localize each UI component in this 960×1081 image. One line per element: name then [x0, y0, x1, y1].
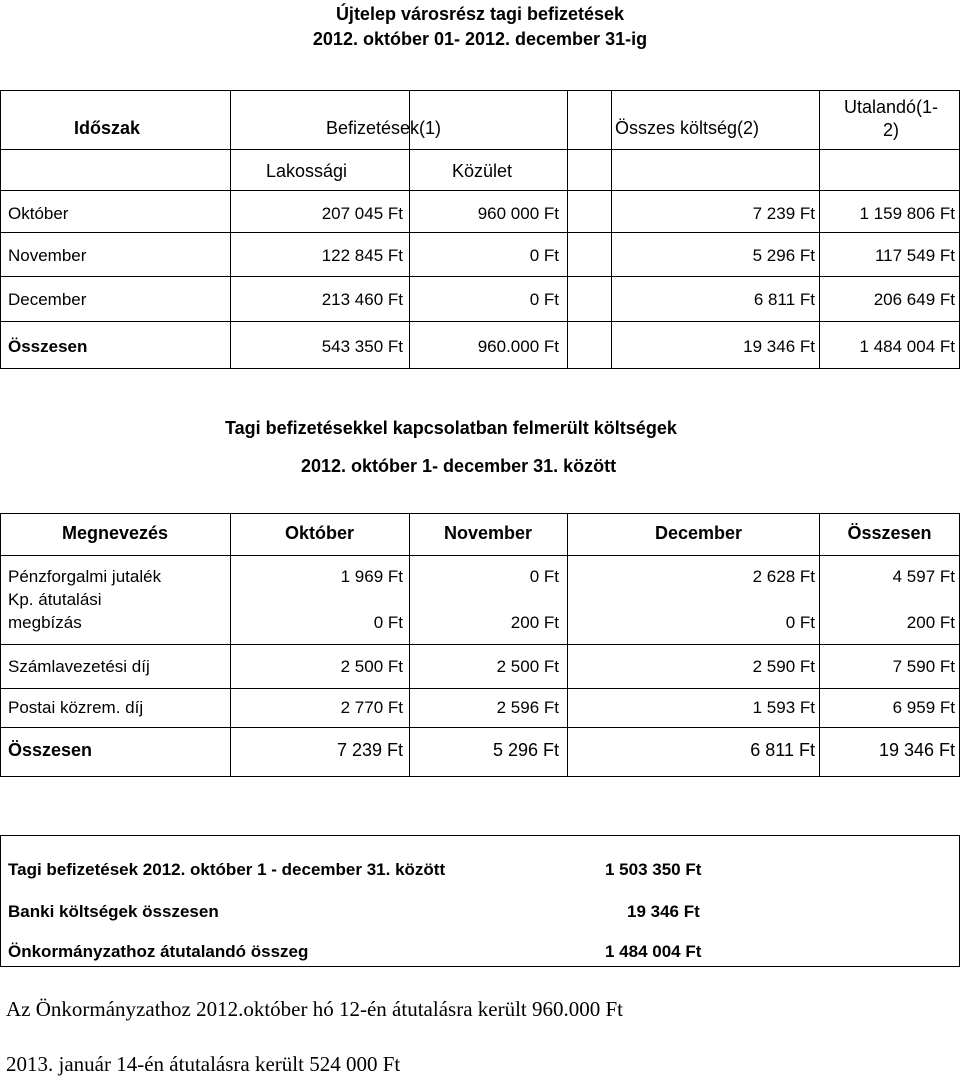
- summary-label: Banki költségek összesen: [8, 902, 219, 921]
- summary-value: 1 503 350 Ft: [605, 860, 702, 879]
- row-residential: 213 460 Ft: [321, 290, 403, 309]
- header-payments: Befizetések(1): [326, 118, 442, 138]
- row-total: 6 959 Ft: [892, 698, 955, 717]
- row-cost: 6 811 Ft: [753, 290, 815, 309]
- header-name: Megnevezés: [61, 523, 169, 543]
- header-december: December: [655, 523, 743, 543]
- row-public: 0 Ft: [529, 290, 559, 309]
- header-november: November: [443, 523, 533, 543]
- total-transfer: 1 484 004 Ft: [859, 337, 955, 356]
- summary-value: 19 346 Ft: [627, 902, 700, 921]
- total-cost: 19 346 Ft: [743, 337, 815, 356]
- row-residential: 207 045 Ft: [321, 204, 403, 223]
- footer-note-1: Az Önkormányzathoz 2012.október hó 12-én átutalásra került 960.000 Ft: [6, 997, 624, 1021]
- header-total: Összesen: [847, 523, 932, 543]
- total-december: 6 811 Ft: [750, 740, 815, 760]
- row-residential: 122 845 Ft: [321, 246, 403, 265]
- row-november: 2 596 Ft: [496, 698, 559, 717]
- total-november: 5 296 Ft: [492, 740, 559, 760]
- row-total: 4 597 Ft: [892, 567, 955, 586]
- row-december: 0 Ft: [785, 613, 815, 632]
- page-title: Újtelep városrész tagi befizetések: [335, 4, 625, 24]
- total-label: Összesen: [8, 337, 88, 356]
- row-december: 1 593 Ft: [752, 698, 815, 717]
- row-public: 0 Ft: [529, 246, 559, 265]
- header-total-cost: Összes költség(2): [615, 118, 760, 138]
- footer-note-2: 2013. január 14-én átutalásra került 524 000 Ft: [6, 1052, 401, 1076]
- row-cost: 7 239 Ft: [752, 204, 815, 223]
- row-name: Postai közrem. díj: [8, 698, 144, 717]
- header-period: Időszak: [74, 118, 141, 138]
- header-residential: Lakossági: [266, 161, 348, 181]
- row-december: 2 628 Ft: [752, 567, 815, 586]
- row-cost: 5 296 Ft: [752, 246, 815, 265]
- total-residential: 543 350 Ft: [321, 337, 403, 356]
- summary-label: Önkormányzathoz átutalandó összeg: [8, 942, 309, 961]
- row-total: 200 Ft: [906, 613, 955, 632]
- total-october: 7 239 Ft: [336, 740, 403, 760]
- summary-value: 1 484 004 Ft: [605, 942, 702, 961]
- row-october: 2 770 Ft: [340, 698, 403, 717]
- row-public: 960 000 Ft: [477, 204, 559, 223]
- row-october: 1 969 Ft: [340, 567, 403, 586]
- row-october: 0 Ft: [373, 613, 403, 632]
- row-period: November: [8, 246, 87, 265]
- row-november: 0 Ft: [529, 567, 559, 586]
- row-november: 200 Ft: [510, 613, 559, 632]
- costs-title: Tagi befizetésekkel kapcsolatban felmerült költségek: [225, 418, 677, 438]
- row-total: 7 590 Ft: [892, 657, 955, 676]
- total-label: Összesen: [8, 740, 93, 760]
- header-transfer-line2: 2): [882, 120, 899, 140]
- costs-subtitle: 2012. október 1- december 31. között: [301, 456, 617, 476]
- total-public: 960.000 Ft: [477, 337, 559, 356]
- page-subtitle: 2012. október 01- 2012. december 31-ig: [312, 29, 648, 49]
- row-transfer: 1 159 806 Ft: [859, 204, 955, 223]
- summary-label: Tagi befizetések 2012. október 1 - december 31. között: [8, 860, 446, 879]
- row-name: Számlavezetési díj: [8, 657, 150, 676]
- row-october: 2 500 Ft: [340, 657, 403, 676]
- row-transfer: 206 649 Ft: [873, 290, 955, 309]
- total-total: 19 346 Ft: [878, 740, 955, 760]
- row-november: 2 500 Ft: [496, 657, 559, 676]
- row-name: Kp. átutalási: [8, 590, 102, 609]
- header-public: Közület: [452, 161, 513, 181]
- row-period: Október: [8, 204, 69, 223]
- header-transfer-line1: Utalandó(1-: [843, 97, 939, 117]
- row-name-line2: megbízás: [8, 613, 82, 632]
- header-october: Október: [284, 523, 354, 543]
- row-period: December: [8, 290, 87, 309]
- row-name: Pénzforgalmi jutalék: [8, 567, 162, 586]
- row-december: 2 590 Ft: [752, 657, 815, 676]
- row-transfer: 117 549 Ft: [874, 246, 955, 265]
